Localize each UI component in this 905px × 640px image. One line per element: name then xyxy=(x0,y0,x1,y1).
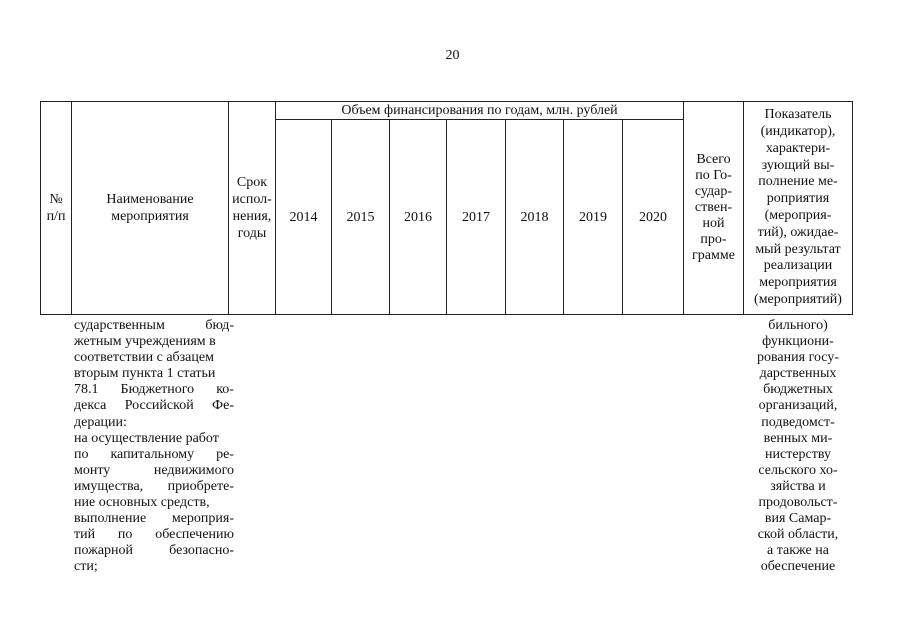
row-name-word: сти; xyxy=(74,559,98,575)
year-cell: 2019 xyxy=(579,209,607,225)
row-indicator-line: организаций, xyxy=(758,398,838,414)
row-name-word: монту xyxy=(74,462,111,478)
row-indicator-line: вия Самар- xyxy=(764,511,832,527)
header-total-line: Всего xyxy=(696,152,731,167)
row-indicator-line: а также на xyxy=(767,543,829,559)
row-name-word: Фе- xyxy=(212,398,234,414)
row-indicator-line: бильного) xyxy=(768,318,828,333)
year-cell: 2016 xyxy=(404,209,432,225)
row-name-word: на осуществление работ xyxy=(74,430,219,446)
header-indicator-line: (мероприятий) xyxy=(754,291,842,307)
row-name-word: выполнение xyxy=(74,511,147,527)
header-total-line: судар- xyxy=(694,184,733,199)
header-total-line: по Го- xyxy=(695,168,732,183)
header-total xyxy=(684,102,743,314)
row-indicator-line: обеспечение xyxy=(760,559,836,575)
row-name-word: мероприя- xyxy=(171,511,234,527)
header-indicator-line: (мероприя- xyxy=(764,208,832,223)
row-name-word: пожарной xyxy=(74,543,134,559)
header-indicator-line: мероприятия xyxy=(759,275,837,291)
row-name-word: ко- xyxy=(216,382,234,398)
header-total-line: ствен- xyxy=(694,200,733,215)
row-name-line xyxy=(74,447,234,463)
header-number xyxy=(41,102,71,314)
row-indicator-line: нистерству xyxy=(765,446,831,462)
header-term-line: испол- xyxy=(232,192,272,207)
row-name-line xyxy=(74,527,234,543)
row-name-word: недвижимого xyxy=(153,462,234,478)
year-cell: 2017 xyxy=(462,209,490,225)
row-name-line xyxy=(74,559,234,575)
row-name-line xyxy=(74,415,234,431)
year-cell: 2020 xyxy=(639,209,667,225)
header-indicator-line: Показатель xyxy=(764,107,832,123)
header-term-line: нения, xyxy=(232,209,272,224)
row-indicator-line: дарственных xyxy=(759,366,837,382)
header-funding-title: Объем финансирования по годам, млн. рублей xyxy=(341,102,618,118)
row-name-word: тий xyxy=(74,527,96,543)
header-indicator-line: мый результат xyxy=(755,241,841,257)
year-cell: 2015 xyxy=(346,209,375,225)
page-number: 20 xyxy=(445,48,460,63)
row-name-word: сударственным xyxy=(74,318,165,333)
row-name-word: жетным учреждениям в xyxy=(74,334,216,350)
year-cell: 2014 xyxy=(289,209,318,225)
row-name-word: приобрете- xyxy=(167,478,234,494)
row-name-word: имущества, xyxy=(74,478,144,494)
header-indicator-line: роприятия xyxy=(766,191,830,207)
row-name-line xyxy=(74,479,234,495)
row-name-line xyxy=(74,398,234,414)
year-cell: 2018 xyxy=(520,209,549,225)
row-name-line xyxy=(74,366,234,382)
header-indicator-line: характери- xyxy=(765,140,831,156)
row-name-line xyxy=(74,318,234,334)
row-name-line xyxy=(74,511,234,527)
header-term-line: Срок xyxy=(236,175,268,190)
row-indicator-line: рования госу- xyxy=(757,350,839,366)
row-indicator-line: подведомст- xyxy=(761,414,835,430)
header-name-line: мероприятия xyxy=(111,209,189,224)
header-indicator-line: зующий вы- xyxy=(761,157,835,173)
row-indicator-line: бюджетных xyxy=(763,382,833,398)
row-name-word: декса xyxy=(74,398,107,414)
header-name-line: Наименование xyxy=(106,192,194,207)
header-indicator xyxy=(744,102,852,314)
row-name-word: ре- xyxy=(216,446,234,462)
row-name-word: 78.1 xyxy=(74,382,99,398)
row-name-word: соответствии с абзацем xyxy=(74,350,214,366)
header-indicator-line: реализации xyxy=(763,258,833,274)
row-name-word: бюд- xyxy=(205,318,234,333)
header-indicator-line: тий), ожидае- xyxy=(757,224,839,240)
row-indicator-line: продовольст- xyxy=(758,495,838,511)
row-name-word: по xyxy=(117,527,133,543)
row-indicator-line: сельского хо- xyxy=(758,462,838,478)
row-indicator-line: функциони- xyxy=(762,334,834,350)
row-indicator-line: зяйства и xyxy=(770,478,826,494)
row-name-word: Бюджетного xyxy=(120,382,195,398)
header-name xyxy=(72,102,228,314)
header-total-line: грамме xyxy=(692,248,735,263)
row-indicator-line: ской области, xyxy=(757,527,839,543)
header-total-line: ной xyxy=(702,216,725,231)
row-name-line xyxy=(74,350,234,366)
row-name-line xyxy=(74,543,234,559)
row-name-word: ние основных средств, xyxy=(74,495,210,511)
row-name-line xyxy=(74,382,234,398)
header-indicator-line: (индикатор), xyxy=(760,124,836,140)
row-name-word: Российской xyxy=(124,398,194,414)
row-name-word: дерации: xyxy=(74,414,127,430)
row-name-line xyxy=(74,463,234,479)
row-name-word: по xyxy=(74,446,89,462)
header-term xyxy=(229,102,275,314)
row-name-line xyxy=(74,334,234,350)
row-name-text xyxy=(74,318,234,576)
row-name-line xyxy=(74,495,234,511)
row-name-word: обеспечению xyxy=(155,527,234,543)
row-name-word: безопасно- xyxy=(169,543,234,559)
header-total-line: про- xyxy=(700,232,727,247)
row-name-line xyxy=(74,431,234,447)
row-indicator-line: венных ми- xyxy=(763,430,833,446)
row-indicator-text xyxy=(743,318,853,576)
header-term-line: годы xyxy=(237,226,267,241)
row-name-word: вторым пункта 1 статьи xyxy=(74,366,216,382)
header-indicator-line: полнение ме- xyxy=(758,174,838,190)
col-divider xyxy=(852,101,853,315)
header-number-line: п/п xyxy=(46,209,66,224)
header-number-line: № xyxy=(49,192,63,207)
row-name-word: капитальному xyxy=(110,446,195,462)
